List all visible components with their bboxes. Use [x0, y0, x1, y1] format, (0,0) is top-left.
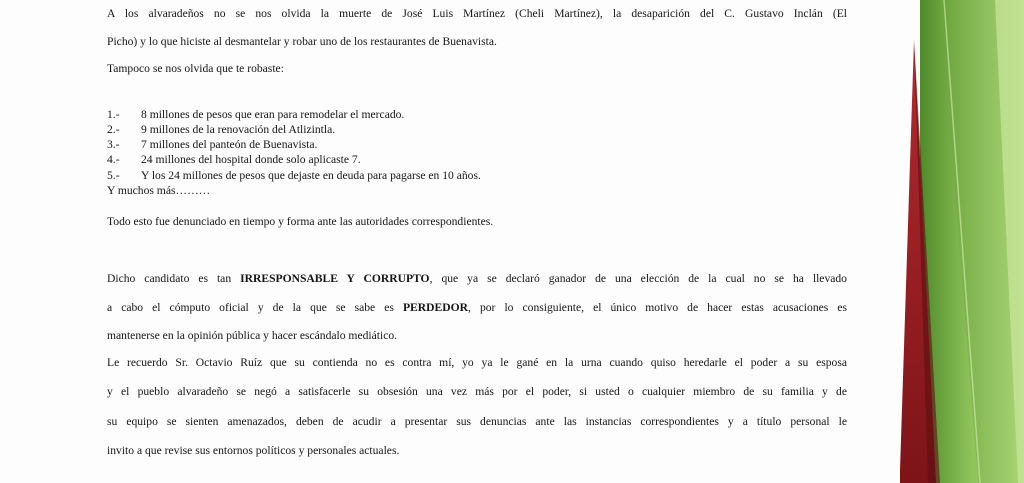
list-item [107, 168, 847, 184]
paragraph-1-line-3: mantenerse en la opinión pública y hacer escándalo mediático. [107, 329, 398, 342]
list-item-number: 1.- [107, 108, 120, 121]
list-item [107, 107, 847, 123]
list-item-text: Y los 24 millones de pesos que dejaste en deuda para pagarse en 10 años. [141, 169, 481, 182]
denounced-statement: Todo esto fue denunciado en tiempo y forma ante las autoridades correspondientes. [107, 215, 494, 228]
intro-line-3: Tampoco se nos olvida que te robaste: [107, 62, 284, 75]
list-item-number: 2.- [107, 123, 120, 136]
paragraph-1-line-2 [107, 300, 847, 316]
list-item [107, 152, 847, 168]
decorative-border-graphic [900, 0, 1024, 483]
list-tail: Y muchos más……… [107, 184, 211, 197]
paragraph-2-line-2: y el pueblo alvaradeño se negó a satisfacerle su obsesión una vez más por el poder, si usted o cualquier miembro de su familia y de [107, 385, 847, 398]
list-item [107, 122, 847, 138]
list-item-text: 8 millones de pesos que eran para remodelar el mercado. [141, 108, 405, 121]
intro-line-2: Picho) y lo que hiciste al desmantelar y robar uno de los restaurantes de Buenavista. [107, 35, 497, 48]
paragraph-2-line-4: invito a que revise sus entornos políticos y personales actuales. [107, 444, 400, 457]
intro-line-1: A los alvaradeños no se nos olvida la muerte de José Luis Martínez (Cheli Martínez), la desaparición del C. Gustavo Inclán (El [107, 7, 847, 20]
list-item [107, 137, 847, 153]
emphasis-text: IRRESPONSABLE Y CORRUPTO [240, 272, 430, 285]
paragraph-1-line-1 [107, 271, 847, 287]
list-item-text: 7 millones del panteón de Buenavista. [141, 138, 318, 151]
text-span: , que ya se declaró ganador de una elección de la cual no se ha llevado [429, 272, 847, 285]
list-item-number: 5.- [107, 169, 120, 182]
text-span: a cabo el cómputo oficial y de la que se sabe es [107, 301, 403, 314]
text-span: Dicho candidato es tan [107, 272, 241, 285]
paragraph-2-line-3: su equipo se sienten amenazados, deben de acudir a presentar sus denuncias ante las instancias correspondientes y a título personal le [107, 415, 847, 428]
list-item-number: 4.- [107, 153, 120, 166]
list-item-text: 9 millones de la renovación del Atlizintla. [141, 123, 336, 136]
list-item-text: 24 millones del hospital donde solo aplicaste 7. [141, 153, 361, 166]
emphasis-text: PERDEDOR [402, 301, 468, 314]
text-span: , por lo consiguiente, el único motivo de hacer estas acusaciones es [468, 301, 847, 314]
paragraph-2-line-1: Le recuerdo Sr. Octavio Ruíz que su contienda no es contra mí, yo ya le gané en la urna cuando quiso heredarle el poder a su esposa [107, 356, 847, 369]
list-item-number: 3.- [107, 138, 120, 151]
